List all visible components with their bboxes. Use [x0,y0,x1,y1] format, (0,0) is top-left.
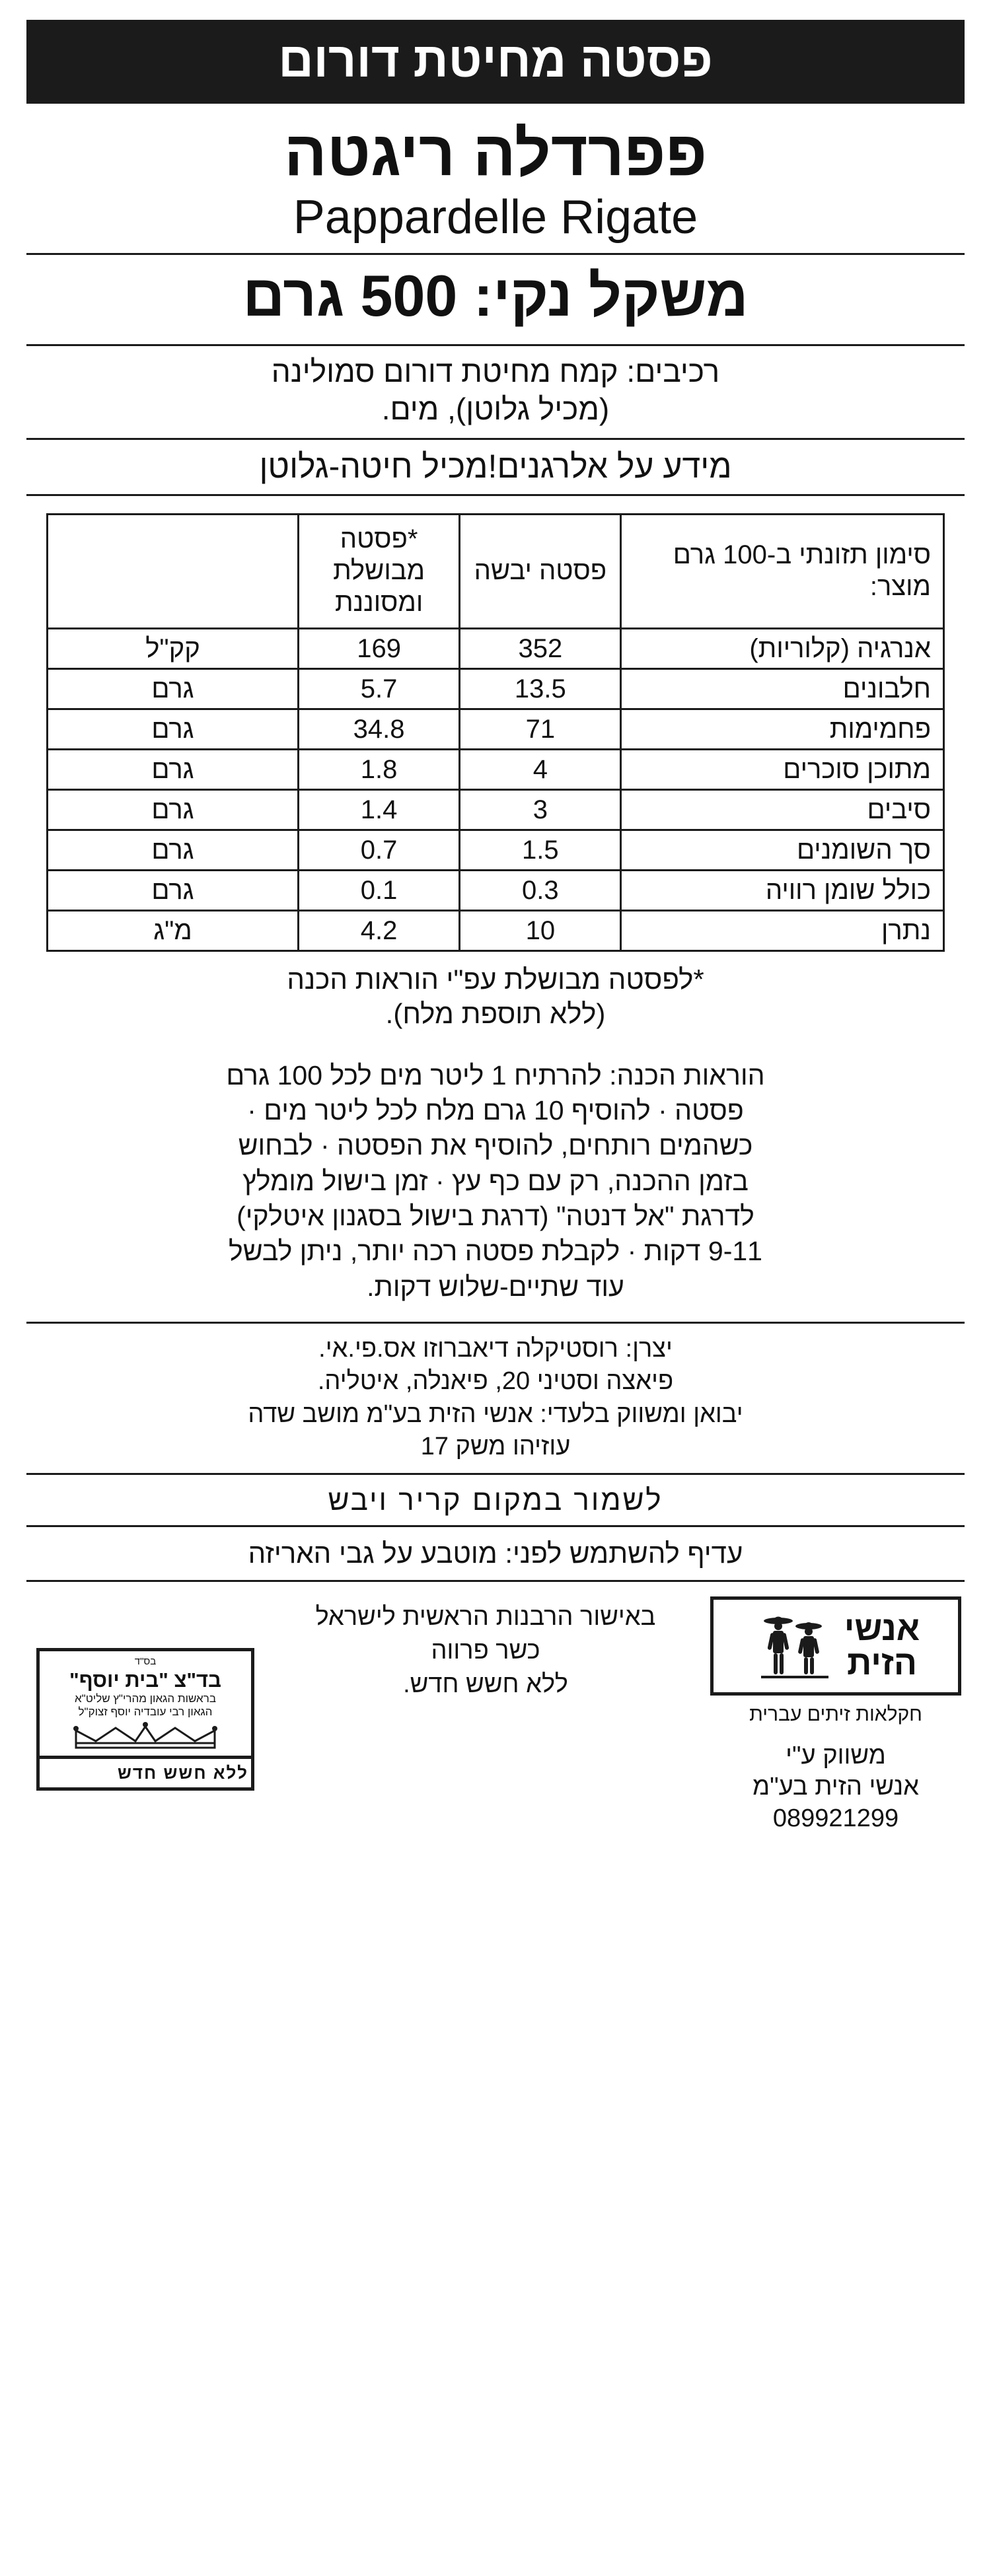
nutrition-header-cooked: *פסטה מבושלת ומסוננת [298,514,459,628]
nutrition-row-dry: 13.5 [460,668,621,709]
stamp-tiny-top: בס"ד [134,1655,157,1667]
preparation-instructions [38,1058,953,1305]
nutrition-row-cooked: 5.7 [298,668,459,709]
kosher-line-3: ללא חשש חדש. [403,1670,568,1699]
nutrition-row-name: סך השומנים [621,830,944,870]
nutrition-header-row [48,514,944,628]
table-row [48,668,944,709]
nutrition-body [48,628,944,950]
nutrition-row-unit: קק"ל [48,628,299,668]
storage-instructions: לשמור במקום קריר ויבש [26,1473,965,1527]
nutrition-row-dry: 0.3 [460,870,621,910]
brand-contact-line-2: אנשי הזית בע"מ [752,1773,920,1801]
nutrition-header-dry: פסטה יבשה [460,514,621,628]
ingredients-line-2: (מכיל גלוטן), מים. [381,392,610,427]
ingredients-line-1: רכיבים: קמח מחיטת דורום סמולינה [271,353,720,388]
kosher-text-block [275,1596,696,1702]
brand-logo-box [710,1596,961,1696]
nutrition-row-unit: גרם [48,830,299,870]
nutrition-footnote [46,962,945,1032]
nutrition-row-dry: 352 [460,628,621,668]
nutrition-row-unit: גרם [48,668,299,709]
prep-line-1: הוראות הכנה: להרתיח 1 ליטר מים לכל 100 גרם [226,1059,765,1091]
table-row [48,910,944,950]
net-weight: משקל נקי: 500 גרם [242,263,749,329]
prep-line-3: כשהמים רותחים, להוסיף את הפסטה · לבחוש [238,1130,753,1161]
nutrition-header-name: סימון תזונתי ב-100 גרם מוצר: [621,514,944,628]
nutrition-row-cooked: 0.7 [298,830,459,870]
olive-farmers-icon [752,1606,838,1686]
nutrition-row-cooked: 0.1 [298,870,459,910]
brand-block [707,1596,965,1835]
footer-section [26,1596,965,1835]
manufacturer-block [26,1324,965,1473]
kosher-line-2: כשר פרווה [431,1636,540,1664]
nutrition-row-unit: גרם [48,749,299,789]
nutrition-row-name: נתרן [621,910,944,950]
product-name-english: Pappardelle Rigate [293,190,698,244]
prep-line-5: לדרגת "אל דנטה" (דרגת בישול בסגנון איטלקי) [237,1201,754,1232]
nutrition-row-unit: מ"ג [48,910,299,950]
stamp-footer-text: ללא חשש חדש [36,1759,254,1791]
ingredients-block [26,346,965,431]
nutrition-row-cooked: 34.8 [298,709,459,749]
prep-line-6: 9-11 דקות · לקבלת פסטה רכה יותר, ניתן לבשל [229,1236,762,1267]
prep-line-4: בזמן ההכנה, רק עם כף עץ · זמן בישול מומלץ [242,1165,749,1196]
table-row [48,628,944,668]
nutrition-table-wrapper [46,513,945,1032]
nutrition-row-cooked: 1.8 [298,749,459,789]
nutrition-row-dry: 71 [460,709,621,749]
table-row [48,709,944,749]
nutrition-footnote-line-1: *לפסטה מבושלת עפ"י הוראות הכנה [287,963,704,995]
prep-line-2: פסטה · להוסיף 10 גרם מלח לכל ליטר מים · [247,1095,744,1126]
nutrition-row-dry: 1.5 [460,830,621,870]
nutrition-row-cooked: 169 [298,628,459,668]
table-row [48,749,944,789]
kosher-line-1: באישור הרבנות הראשית לישראל [315,1602,656,1631]
nutrition-table [46,513,945,952]
kosher-certification-stamp [36,1648,254,1760]
brand-name [844,1609,920,1682]
nutrition-row-dry: 10 [460,910,621,950]
banner-title: פסטה מחיטת דורום [26,20,965,104]
nutrition-row-unit: גרם [48,789,299,830]
nutrition-row-cooked: 4.2 [298,910,459,950]
nutrition-row-dry: 3 [460,789,621,830]
nutrition-row-name: פחמימות [621,709,944,749]
table-row [48,830,944,870]
manufacturer-line-2: פיאצה וסטיני 20, פיאנלה, איטליה. [317,1367,674,1396]
nutrition-row-unit: גרם [48,709,299,749]
nutrition-row-dry: 4 [460,749,621,789]
brand-contact [752,1740,919,1835]
table-row [48,870,944,910]
manufacturer-line-1: יצרן: רוסטיקלה דיאברוזו אס.פי.אי. [318,1334,673,1363]
brand-name-line-1: אנשי [844,1609,920,1648]
nutrition-row-name: אנרגיה (קלוריות) [621,628,944,668]
nutrition-row-unit: גרם [48,870,299,910]
hechsher-block [26,1648,264,1791]
brand-phone: 089921299 [772,1804,899,1832]
nutrition-header-unit [48,514,299,628]
nutrition-row-name: מתוכן סוכרים [621,749,944,789]
nutrition-row-cooked: 1.4 [298,789,459,830]
brand-tagline: חקלאות זיתים עברית [749,1703,922,1725]
best-before-text: עדיף להשתמש לפני: מוטבע על גבי האריזה [26,1527,965,1582]
brand-name-line-2: הזית [846,1643,918,1682]
product-name-hebrew: פפרדלה ריגטה [283,118,708,190]
nutrition-footnote-line-2: (ללא תוספת מלח). [385,998,606,1030]
nutrition-row-name: כולל שומן רוויה [621,870,944,910]
stamp-main-text: בד"צ "בית יוסף" [69,1668,221,1692]
importer-line-1: יבואן ומשווק בלעדי: אנשי הזית בע"מ מושב שדה [248,1400,743,1428]
allergen-warning: מידע על אלרגנים!מכיל חיטה-גלוטן [26,438,965,496]
stamp-line-1: בראשות הגאון מהרי"ץ שליט"א [75,1692,216,1705]
table-row [48,789,944,830]
divider-under-name [26,253,965,255]
nutrition-row-name: סיבים [621,789,944,830]
prep-line-7: עוד שתיים-שלוש דקות. [367,1271,624,1302]
crown-icon [69,1721,221,1750]
brand-contact-line-1: משווק ע"י [786,1741,886,1770]
importer-line-2: עוזיהו משק 17 [420,1433,571,1461]
nutrition-row-name: חלבונים [621,668,944,709]
stamp-line-2: הגאון רבי עובדיה יוסף זצוק"ל [78,1705,213,1719]
